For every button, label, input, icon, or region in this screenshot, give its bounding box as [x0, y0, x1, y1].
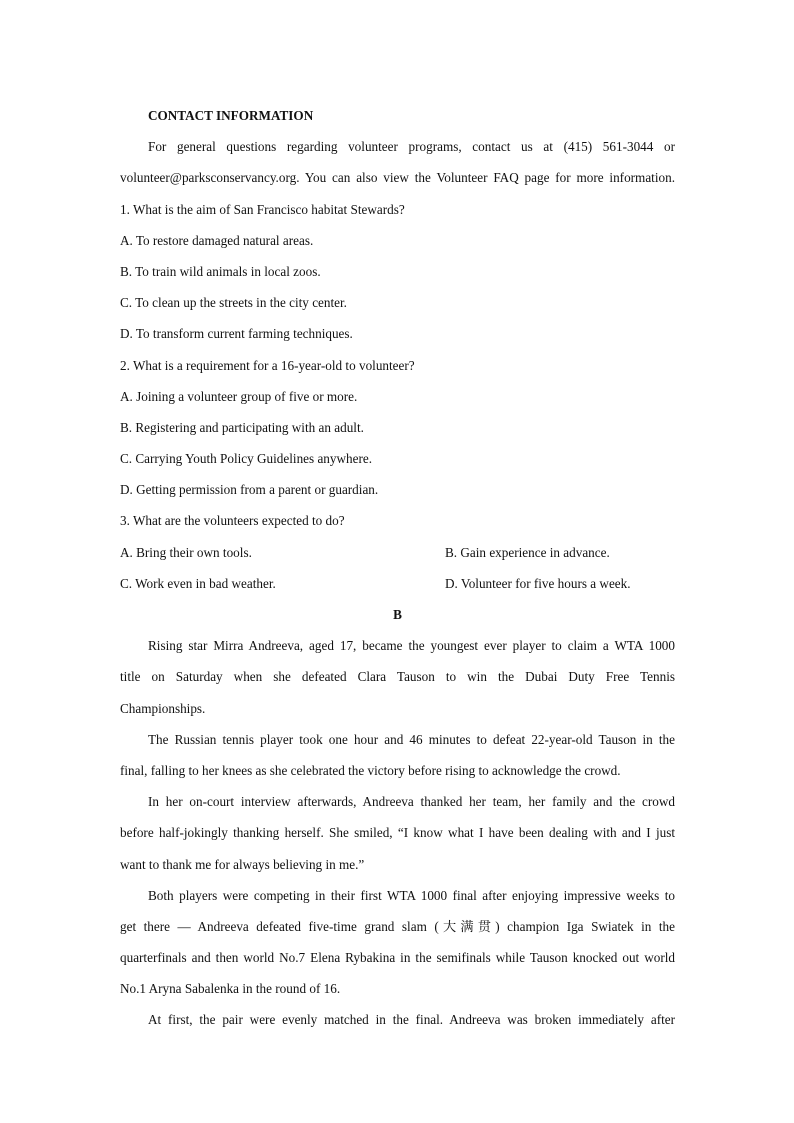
passage-line: Both players were competing in their first WTA 1000 final after enjoying impressive weeks to	[148, 887, 675, 903]
passage-line: No.1 Aryna Sabalenka in the round of 16.	[120, 981, 341, 997]
question-options-row	[120, 537, 675, 568]
question-option: B. Gain experience in advance.	[445, 544, 610, 560]
passage-line: final, falling to her knees as she celebrated the victory before rising to acknowledge the crowd.	[120, 762, 621, 778]
document-page	[120, 100, 675, 1036]
question-stem: 2. What is a requirement for a 16-year-old to volunteer?	[120, 357, 415, 373]
passage-line: Championships.	[120, 700, 206, 716]
question-option: A. To restore damaged natural areas.	[120, 232, 314, 248]
passage-line: title on Saturday when she defeated Clara Tauson to win the Dubai Duty Free Tennis	[120, 669, 675, 685]
passage-line: before half-jokingly thanking herself. She smiled, “I know what I have been dealing with and I just	[120, 825, 675, 841]
question-stem: 3. What are the volunteers expected to do?	[120, 513, 345, 529]
passage-line: In her on-court interview afterwards, Andreeva thanked her team, her family and the crowd	[148, 794, 675, 810]
passage-line: The Russian tennis player took one hour and 46 minutes to defeat 22-year-old Tauson in the	[148, 731, 675, 747]
contact-paragraph-line: For general questions regarding volunteer programs, contact us at (415) 561-3044 or	[148, 139, 675, 155]
question-options-row	[120, 568, 675, 599]
question-option: A. Joining a volunteer group of five or more.	[120, 388, 358, 404]
passage-line: quarterfinals and then world No.7 Elena Rybakina in the semifinals while Tauson knocked out world	[120, 950, 675, 966]
section-label: B	[393, 607, 402, 622]
passage-line: Rising star Mirra Andreeva, aged 17, became the youngest ever player to claim a WTA 1000	[148, 638, 675, 654]
question-option: B. Registering and participating with an adult.	[120, 419, 364, 435]
question-option: D. To transform current farming techniques.	[120, 326, 353, 342]
passage-line: want to thank me for always believing in me.”	[120, 856, 365, 872]
passage-line: At first, the pair were evenly matched in the final. Andreeva was broken immediately after	[148, 1012, 675, 1028]
question-option: D. Getting permission from a parent or guardian.	[120, 482, 379, 498]
question-option: A. Bring their own tools.	[120, 544, 252, 560]
question-option: B. To train wild animals in local zoos.	[120, 263, 321, 279]
question-option: C. To clean up the streets in the city center.	[120, 295, 347, 311]
contact-heading: CONTACT INFORMATION	[148, 108, 314, 123]
contact-paragraph-line: volunteer@parksconservancy.org. You can also view the Volunteer FAQ page for more information.	[120, 170, 675, 186]
question-option: C. Work even in bad weather.	[120, 575, 276, 591]
question-stem: 1. What is the aim of San Francisco habitat Stewards?	[120, 201, 405, 217]
question-option: C. Carrying Youth Policy Guidelines anywhere.	[120, 451, 373, 467]
passage-line: get there — Andreeva defeated five-time grand slam (大满贯) champion Iga Swiatek in the	[120, 918, 675, 934]
question-option: D. Volunteer for five hours a week.	[445, 575, 631, 591]
